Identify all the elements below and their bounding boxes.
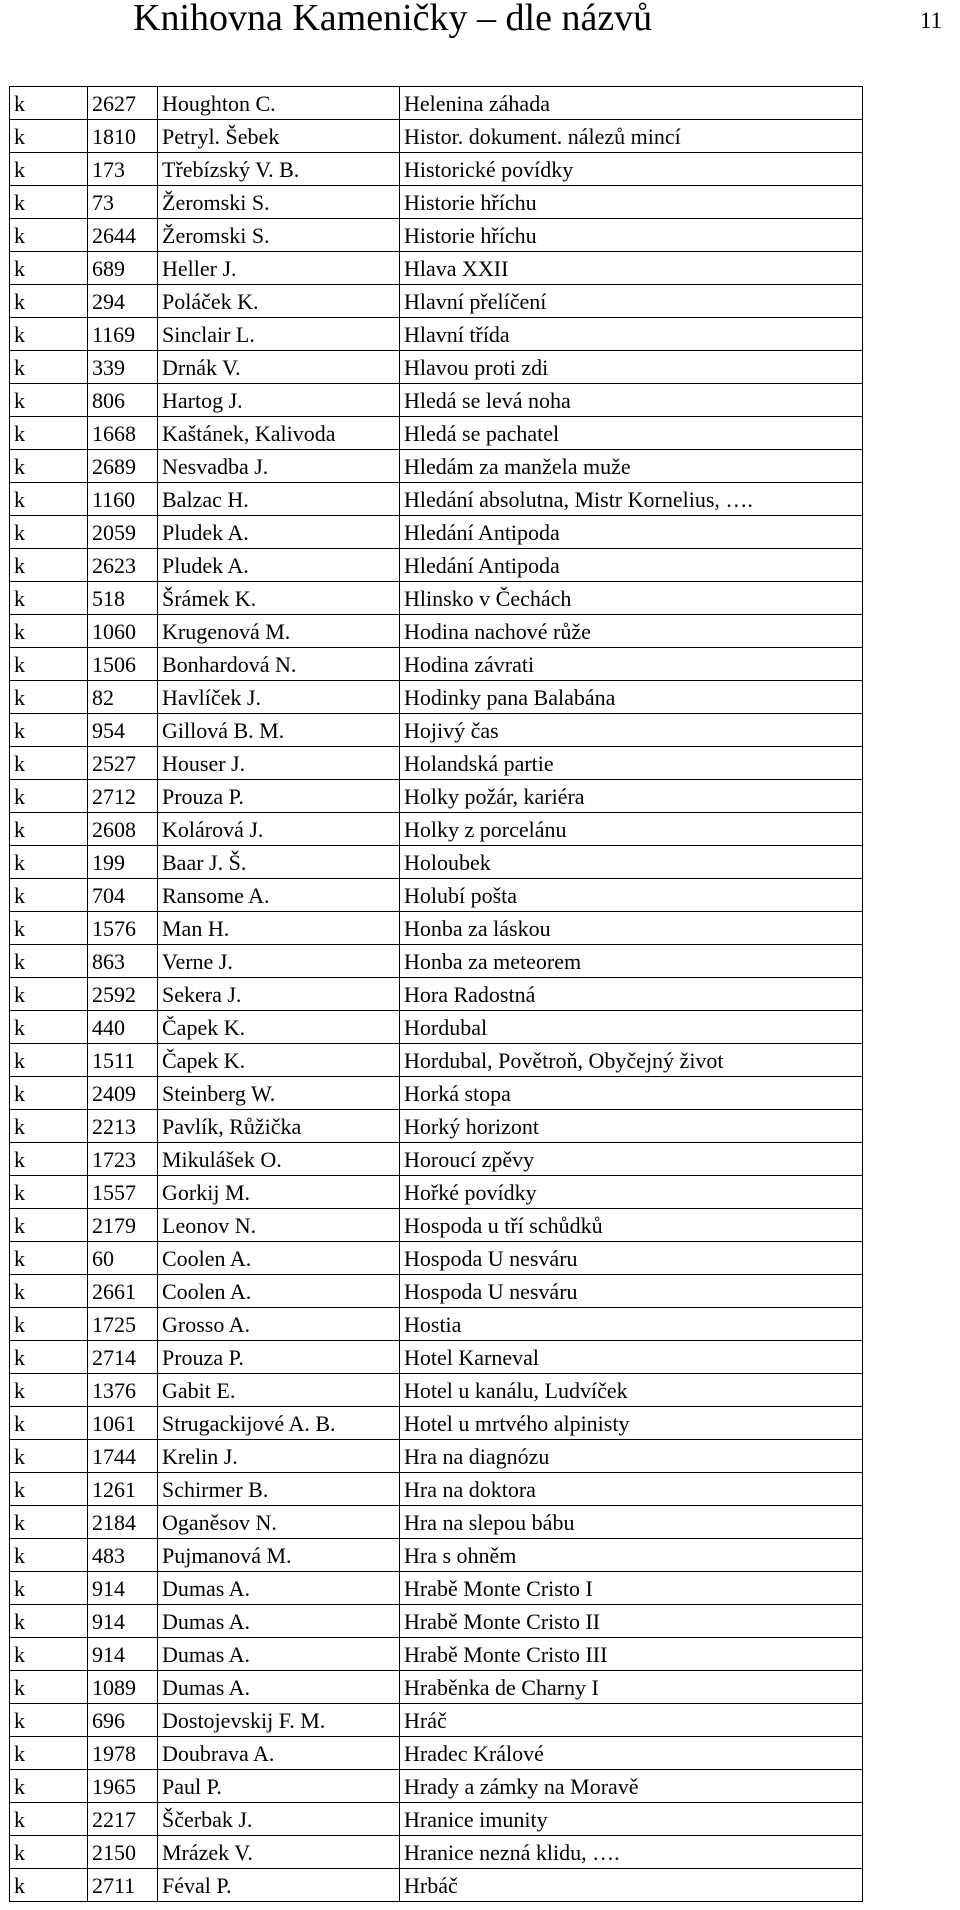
author-cell: Nesvadba J. xyxy=(158,450,400,483)
table-row xyxy=(10,1737,863,1770)
author-cell: Houser J. xyxy=(158,747,400,780)
title-cell: Hlavou proti zdi xyxy=(400,351,863,384)
number-cell: 2712 xyxy=(88,780,158,813)
title-cell: Holubí pošta xyxy=(400,879,863,912)
type-cell: k xyxy=(10,1341,88,1374)
title-cell: Hlavní přelíčení xyxy=(400,285,863,318)
type-cell: k xyxy=(10,1275,88,1308)
table-row xyxy=(10,1407,863,1440)
table-row xyxy=(10,483,863,516)
type-cell: k xyxy=(10,186,88,219)
type-cell: k xyxy=(10,1605,88,1638)
number-cell: 294 xyxy=(88,285,158,318)
title-cell: Hodina nachové růže xyxy=(400,615,863,648)
type-cell: k xyxy=(10,681,88,714)
title-cell: Hrbáč xyxy=(400,1869,863,1902)
title-cell: Hranice imunity xyxy=(400,1803,863,1836)
number-cell: 2150 xyxy=(88,1836,158,1869)
author-cell: Coolen A. xyxy=(158,1275,400,1308)
table-row xyxy=(10,1209,863,1242)
table-row xyxy=(10,1275,863,1308)
author-cell: Žeromski S. xyxy=(158,219,400,252)
author-cell: Sinclair L. xyxy=(158,318,400,351)
title-cell: Hledá se levá noha xyxy=(400,384,863,417)
number-cell: 954 xyxy=(88,714,158,747)
author-cell: Gorkij M. xyxy=(158,1176,400,1209)
number-cell: 1965 xyxy=(88,1770,158,1803)
number-cell: 73 xyxy=(88,186,158,219)
table-row xyxy=(10,945,863,978)
catalog-body xyxy=(10,87,863,1902)
author-cell: Coolen A. xyxy=(158,1242,400,1275)
title-cell: Hra na slepou bábu xyxy=(400,1506,863,1539)
table-row xyxy=(10,1572,863,1605)
title-cell: Hotel u mrtvého alpinisty xyxy=(400,1407,863,1440)
author-cell: Bonhardová N. xyxy=(158,648,400,681)
table-row xyxy=(10,1077,863,1110)
title-cell: Hrabě Monte Cristo II xyxy=(400,1605,863,1638)
table-row xyxy=(10,417,863,450)
author-cell: Dumas A. xyxy=(158,1572,400,1605)
title-cell: Hledám za manžela muže xyxy=(400,450,863,483)
table-row xyxy=(10,1011,863,1044)
type-cell: k xyxy=(10,1011,88,1044)
number-cell: 1744 xyxy=(88,1440,158,1473)
number-cell: 1511 xyxy=(88,1044,158,1077)
title-cell: Hlava XXII xyxy=(400,252,863,285)
title-cell: Hledá se pachatel xyxy=(400,417,863,450)
number-cell: 2711 xyxy=(88,1869,158,1902)
author-cell: Dumas A. xyxy=(158,1605,400,1638)
table-row xyxy=(10,846,863,879)
author-cell: Gillová B. M. xyxy=(158,714,400,747)
table-row xyxy=(10,549,863,582)
title-cell: Horká stopa xyxy=(400,1077,863,1110)
title-cell: Horoucí zpěvy xyxy=(400,1143,863,1176)
number-cell: 2217 xyxy=(88,1803,158,1836)
number-cell: 1810 xyxy=(88,120,158,153)
type-cell: k xyxy=(10,1737,88,1770)
author-cell: Schirmer B. xyxy=(158,1473,400,1506)
table-row xyxy=(10,87,863,120)
number-cell: 1506 xyxy=(88,648,158,681)
type-cell: k xyxy=(10,582,88,615)
author-cell: Ransome A. xyxy=(158,879,400,912)
table-row xyxy=(10,219,863,252)
table-row xyxy=(10,1770,863,1803)
type-cell: k xyxy=(10,1110,88,1143)
title-cell: Hordubal xyxy=(400,1011,863,1044)
table-row xyxy=(10,648,863,681)
author-cell: Havlíček J. xyxy=(158,681,400,714)
type-cell: k xyxy=(10,87,88,120)
table-row xyxy=(10,1374,863,1407)
title-cell: Hostia xyxy=(400,1308,863,1341)
number-cell: 2608 xyxy=(88,813,158,846)
author-cell: Pujmanová M. xyxy=(158,1539,400,1572)
number-cell: 2627 xyxy=(88,87,158,120)
title-cell: Holandská partie xyxy=(400,747,863,780)
type-cell: k xyxy=(10,1143,88,1176)
title-cell: Helenina záhada xyxy=(400,87,863,120)
type-cell: k xyxy=(10,516,88,549)
type-cell: k xyxy=(10,714,88,747)
author-cell: Pludek A. xyxy=(158,549,400,582)
author-cell: Drnák V. xyxy=(158,351,400,384)
type-cell: k xyxy=(10,318,88,351)
table-row xyxy=(10,1638,863,1671)
table-row xyxy=(10,912,863,945)
author-cell: Čapek K. xyxy=(158,1044,400,1077)
title-cell: Honba za meteorem xyxy=(400,945,863,978)
author-cell: Žeromski S. xyxy=(158,186,400,219)
number-cell: 483 xyxy=(88,1539,158,1572)
table-row xyxy=(10,1671,863,1704)
number-cell: 82 xyxy=(88,681,158,714)
number-cell: 1060 xyxy=(88,615,158,648)
table-row xyxy=(10,1869,863,1902)
number-cell: 2527 xyxy=(88,747,158,780)
author-cell: Čapek K. xyxy=(158,1011,400,1044)
type-cell: k xyxy=(10,912,88,945)
title-cell: Hlavní třída xyxy=(400,318,863,351)
table-row xyxy=(10,285,863,318)
title-cell: Honba za láskou xyxy=(400,912,863,945)
type-cell: k xyxy=(10,219,88,252)
author-cell: Prouza P. xyxy=(158,780,400,813)
type-cell: k xyxy=(10,1704,88,1737)
title-cell: Hra na doktora xyxy=(400,1473,863,1506)
number-cell: 1557 xyxy=(88,1176,158,1209)
number-cell: 1725 xyxy=(88,1308,158,1341)
author-cell: Balzac H. xyxy=(158,483,400,516)
number-cell: 173 xyxy=(88,153,158,186)
number-cell: 2714 xyxy=(88,1341,158,1374)
table-row xyxy=(10,1836,863,1869)
book-catalog-table xyxy=(9,86,863,1902)
author-cell: Oganěsov N. xyxy=(158,1506,400,1539)
type-cell: k xyxy=(10,1077,88,1110)
page-header xyxy=(0,0,960,70)
title-cell: Hotel u kanálu, Ludvíček xyxy=(400,1374,863,1407)
type-cell: k xyxy=(10,120,88,153)
number-cell: 914 xyxy=(88,1605,158,1638)
number-cell: 704 xyxy=(88,879,158,912)
author-cell: Verne J. xyxy=(158,945,400,978)
author-cell: Sekera J. xyxy=(158,978,400,1011)
title-cell: Histor. dokument. nálezů mincí xyxy=(400,120,863,153)
author-cell: Mrázek V. xyxy=(158,1836,400,1869)
author-cell: Baar J. Š. xyxy=(158,846,400,879)
title-cell: Hospoda U nesváru xyxy=(400,1242,863,1275)
type-cell: k xyxy=(10,879,88,912)
type-cell: k xyxy=(10,1440,88,1473)
type-cell: k xyxy=(10,1638,88,1671)
number-cell: 2184 xyxy=(88,1506,158,1539)
author-cell: Grosso A. xyxy=(158,1308,400,1341)
page-title: Knihovna Kameničky – dle názvů xyxy=(133,0,653,39)
type-cell: k xyxy=(10,945,88,978)
type-cell: k xyxy=(10,1539,88,1572)
number-cell: 518 xyxy=(88,582,158,615)
author-cell: Krelin J. xyxy=(158,1440,400,1473)
type-cell: k xyxy=(10,483,88,516)
table-row xyxy=(10,1605,863,1638)
author-cell: Dumas A. xyxy=(158,1638,400,1671)
author-cell: Krugenová M. xyxy=(158,615,400,648)
author-cell: Dostojevskij F. M. xyxy=(158,1704,400,1737)
number-cell: 696 xyxy=(88,1704,158,1737)
title-cell: Historické povídky xyxy=(400,153,863,186)
table-row xyxy=(10,1110,863,1143)
table-row xyxy=(10,1704,863,1737)
number-cell: 2623 xyxy=(88,549,158,582)
page-number: 11 xyxy=(920,8,943,33)
author-cell: Prouza P. xyxy=(158,1341,400,1374)
table-row xyxy=(10,1803,863,1836)
table-row xyxy=(10,318,863,351)
number-cell: 1376 xyxy=(88,1374,158,1407)
type-cell: k xyxy=(10,450,88,483)
table-row xyxy=(10,1242,863,1275)
author-cell: Mikulášek O. xyxy=(158,1143,400,1176)
type-cell: k xyxy=(10,417,88,450)
number-cell: 1723 xyxy=(88,1143,158,1176)
type-cell: k xyxy=(10,813,88,846)
type-cell: k xyxy=(10,351,88,384)
number-cell: 1978 xyxy=(88,1737,158,1770)
type-cell: k xyxy=(10,978,88,1011)
type-cell: k xyxy=(10,1869,88,1902)
number-cell: 1061 xyxy=(88,1407,158,1440)
type-cell: k xyxy=(10,549,88,582)
table-row xyxy=(10,351,863,384)
author-cell: Kolárová J. xyxy=(158,813,400,846)
table-row xyxy=(10,120,863,153)
type-cell: k xyxy=(10,747,88,780)
type-cell: k xyxy=(10,1770,88,1803)
title-cell: Holky z porcelánu xyxy=(400,813,863,846)
type-cell: k xyxy=(10,1506,88,1539)
title-cell: Hra na diagnózu xyxy=(400,1440,863,1473)
type-cell: k xyxy=(10,1803,88,1836)
title-cell: Holoubek xyxy=(400,846,863,879)
table-row xyxy=(10,813,863,846)
author-cell: Houghton C. xyxy=(158,87,400,120)
type-cell: k xyxy=(10,1374,88,1407)
title-cell: Hledání absolutna, Mistr Kornelius, …. xyxy=(400,483,863,516)
number-cell: 1668 xyxy=(88,417,158,450)
table-row xyxy=(10,747,863,780)
author-cell: Kaštánek, Kalivoda xyxy=(158,417,400,450)
author-cell: Gabit E. xyxy=(158,1374,400,1407)
table-row xyxy=(10,384,863,417)
table-row xyxy=(10,681,863,714)
author-cell: Poláček K. xyxy=(158,285,400,318)
table-row xyxy=(10,582,863,615)
number-cell: 2409 xyxy=(88,1077,158,1110)
number-cell: 60 xyxy=(88,1242,158,1275)
title-cell: Horký horizont xyxy=(400,1110,863,1143)
number-cell: 914 xyxy=(88,1638,158,1671)
number-cell: 2179 xyxy=(88,1209,158,1242)
table-row xyxy=(10,186,863,219)
author-cell: Steinberg W. xyxy=(158,1077,400,1110)
author-cell: Hartog J. xyxy=(158,384,400,417)
author-cell: Petryl. Šebek xyxy=(158,120,400,153)
type-cell: k xyxy=(10,846,88,879)
title-cell: Hráč xyxy=(400,1704,863,1737)
author-cell: Strugackijové A. B. xyxy=(158,1407,400,1440)
type-cell: k xyxy=(10,1671,88,1704)
author-cell: Heller J. xyxy=(158,252,400,285)
number-cell: 1160 xyxy=(88,483,158,516)
type-cell: k xyxy=(10,615,88,648)
author-cell: Třebízský V. B. xyxy=(158,153,400,186)
type-cell: k xyxy=(10,252,88,285)
number-cell: 339 xyxy=(88,351,158,384)
number-cell: 1261 xyxy=(88,1473,158,1506)
type-cell: k xyxy=(10,384,88,417)
author-cell: Leonov N. xyxy=(158,1209,400,1242)
title-cell: Hrabě Monte Cristo III xyxy=(400,1638,863,1671)
type-cell: k xyxy=(10,1572,88,1605)
number-cell: 440 xyxy=(88,1011,158,1044)
number-cell: 2661 xyxy=(88,1275,158,1308)
number-cell: 914 xyxy=(88,1572,158,1605)
title-cell: Hojivý čas xyxy=(400,714,863,747)
number-cell: 1089 xyxy=(88,1671,158,1704)
title-cell: Hlinsko v Čechách xyxy=(400,582,863,615)
table-row xyxy=(10,450,863,483)
type-cell: k xyxy=(10,1044,88,1077)
title-cell: Hra s ohněm xyxy=(400,1539,863,1572)
table-row xyxy=(10,1176,863,1209)
table-row xyxy=(10,879,863,912)
number-cell: 863 xyxy=(88,945,158,978)
author-cell: Doubrava A. xyxy=(158,1737,400,1770)
number-cell: 2592 xyxy=(88,978,158,1011)
title-cell: Hledání Antipoda xyxy=(400,549,863,582)
type-cell: k xyxy=(10,153,88,186)
table-row xyxy=(10,1506,863,1539)
title-cell: Hořké povídky xyxy=(400,1176,863,1209)
table-row xyxy=(10,780,863,813)
title-cell: Hledání Antipoda xyxy=(400,516,863,549)
table-row xyxy=(10,1044,863,1077)
table-row xyxy=(10,1440,863,1473)
number-cell: 2213 xyxy=(88,1110,158,1143)
table-row xyxy=(10,1143,863,1176)
type-cell: k xyxy=(10,1407,88,1440)
number-cell: 2059 xyxy=(88,516,158,549)
title-cell: Hrabě Monte Cristo I xyxy=(400,1572,863,1605)
type-cell: k xyxy=(10,285,88,318)
type-cell: k xyxy=(10,648,88,681)
type-cell: k xyxy=(10,780,88,813)
author-cell: Dumas A. xyxy=(158,1671,400,1704)
table-row xyxy=(10,153,863,186)
author-cell: Ščerbak J. xyxy=(158,1803,400,1836)
type-cell: k xyxy=(10,1473,88,1506)
title-cell: Historie hříchu xyxy=(400,219,863,252)
type-cell: k xyxy=(10,1242,88,1275)
type-cell: k xyxy=(10,1176,88,1209)
title-cell: Hodina závrati xyxy=(400,648,863,681)
table-row xyxy=(10,714,863,747)
table-row xyxy=(10,1341,863,1374)
table-row xyxy=(10,516,863,549)
author-cell: Pludek A. xyxy=(158,516,400,549)
number-cell: 1169 xyxy=(88,318,158,351)
table-row xyxy=(10,1473,863,1506)
table-row xyxy=(10,1539,863,1572)
number-cell: 2644 xyxy=(88,219,158,252)
number-cell: 1576 xyxy=(88,912,158,945)
author-cell: Féval P. xyxy=(158,1869,400,1902)
author-cell: Paul P. xyxy=(158,1770,400,1803)
title-cell: Hraběnka de Charny I xyxy=(400,1671,863,1704)
title-cell: Hordubal, Povětroň, Obyčejný život xyxy=(400,1044,863,1077)
title-cell: Hradec Králové xyxy=(400,1737,863,1770)
author-cell: Pavlík, Růžička xyxy=(158,1110,400,1143)
title-cell: Hospoda u tří schůdků xyxy=(400,1209,863,1242)
table-row xyxy=(10,252,863,285)
type-cell: k xyxy=(10,1308,88,1341)
table-row xyxy=(10,615,863,648)
title-cell: Historie hříchu xyxy=(400,186,863,219)
number-cell: 199 xyxy=(88,846,158,879)
type-cell: k xyxy=(10,1209,88,1242)
type-cell: k xyxy=(10,1836,88,1869)
title-cell: Hrady a zámky na Moravě xyxy=(400,1770,863,1803)
title-cell: Hotel Karneval xyxy=(400,1341,863,1374)
author-cell: Man H. xyxy=(158,912,400,945)
table-row xyxy=(10,978,863,1011)
author-cell: Šrámek K. xyxy=(158,582,400,615)
table-row xyxy=(10,1308,863,1341)
number-cell: 806 xyxy=(88,384,158,417)
title-cell: Hodinky pana Balabána xyxy=(400,681,863,714)
number-cell: 2689 xyxy=(88,450,158,483)
number-cell: 689 xyxy=(88,252,158,285)
title-cell: Hora Radostná xyxy=(400,978,863,1011)
title-cell: Hranice nezná klidu, …. xyxy=(400,1836,863,1869)
title-cell: Hospoda U nesváru xyxy=(400,1275,863,1308)
title-cell: Holky požár, kariéra xyxy=(400,780,863,813)
